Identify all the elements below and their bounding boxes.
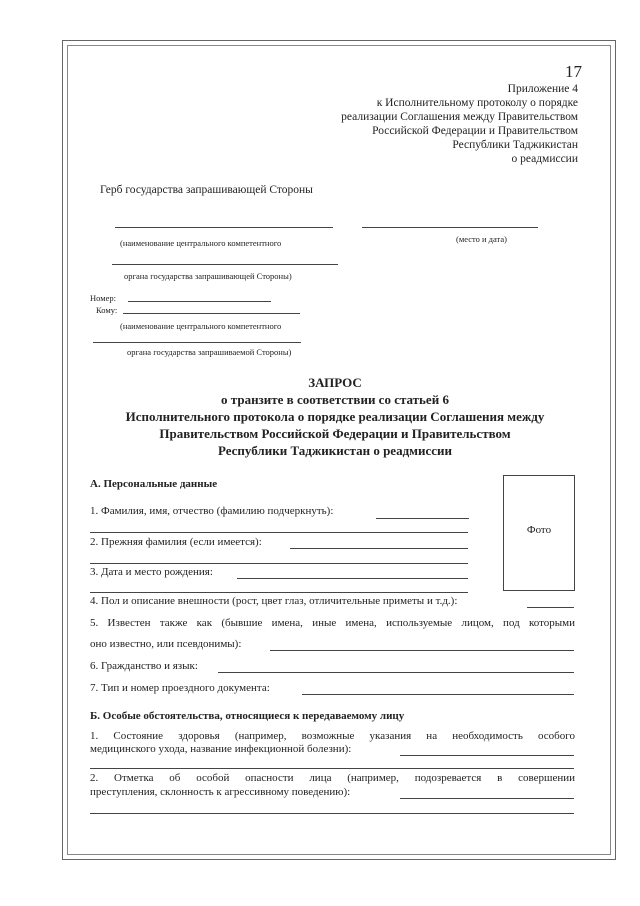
appendix-line: реализации Соглашения между Правительством <box>341 111 578 123</box>
field-health-input-2[interactable] <box>90 768 574 769</box>
field-full-name-label: 1. Фамилия, имя, отчество (фамилию подчеркнуть): <box>90 505 334 517</box>
field-health-input[interactable] <box>400 755 574 756</box>
field-danger-label-1: 2. Отметка об особой опасности лица (например, подозревается в совершении <box>90 772 575 784</box>
requesting-authority-caption: органа государства запрашивающей Стороны) <box>124 271 292 281</box>
field-previous-surname-input-2[interactable] <box>90 563 468 564</box>
photo-label: Фото <box>526 524 552 536</box>
field-birth-label: 3. Дата и место рождения: <box>90 566 213 578</box>
field-danger-input-2[interactable] <box>90 813 574 814</box>
page-number: 17 <box>565 62 582 81</box>
request-title <box>80 374 590 459</box>
field-danger-label-2: преступления, склонность к агрессивному поведению): <box>90 786 351 798</box>
central-authority-caption: (наименование центрального компетентного <box>120 321 282 331</box>
field-travel-document-input[interactable] <box>302 694 574 695</box>
field-citizenship-input[interactable] <box>218 672 574 673</box>
place-date-caption: (место и дата) <box>456 234 507 244</box>
requesting-authority-line[interactable] <box>112 264 338 265</box>
title-line: Исполнительного протокола о порядке реализации Соглашения между <box>125 409 545 424</box>
place-date-line[interactable] <box>362 227 538 228</box>
appendix-line: Приложение 4 <box>507 83 578 95</box>
to-label: Кому: <box>96 305 118 315</box>
field-citizenship-label: 6. Гражданство и язык: <box>90 660 198 672</box>
appendix-line: к Исполнительному протоколу о порядке <box>376 97 578 109</box>
field-previous-surname-label: 2. Прежняя фамилия (если имеется): <box>90 536 262 548</box>
central-authority-line[interactable] <box>115 227 333 228</box>
title-line: Республики Таджикистан о реадмиссии <box>217 443 453 458</box>
field-danger-input[interactable] <box>400 798 574 799</box>
field-health-label-2: медицинского ухода, название инфекционной болезни): <box>90 743 352 755</box>
title-line: Правительством Российской Федерации и Правительством <box>159 426 511 441</box>
field-travel-document-label: 7. Тип и номер проездного документа: <box>90 682 270 694</box>
field-full-name-input[interactable] <box>376 518 469 519</box>
number-line[interactable] <box>128 301 271 302</box>
field-birth-input[interactable] <box>237 578 468 579</box>
title-line: ЗАПРОС <box>308 375 362 390</box>
central-authority-caption: (наименование центрального компетентного <box>120 238 282 248</box>
number-label: Номер: <box>90 293 116 303</box>
field-full-name-input-2[interactable] <box>90 532 468 533</box>
appendix-line: Республики Таджикистан <box>452 139 578 151</box>
field-previous-surname-input[interactable] <box>290 548 468 549</box>
field-aliases-label-2: оно известно, или псевдонимы): <box>90 638 242 650</box>
section-a-heading: А. Персональные данные <box>90 478 218 490</box>
appendix-line: Российской Федерации и Правительством <box>372 125 578 137</box>
field-appearance-input[interactable] <box>527 607 574 608</box>
field-health-label-1: 1. Состояние здоровья (например, возможные указания на необходимость особого <box>90 730 575 742</box>
requested-authority-caption: органа государства запрашиваемой Стороны) <box>127 347 292 357</box>
emblem-label: Герб государства запрашивающей Стороны <box>100 184 313 196</box>
appendix-line: о реадмиссии <box>511 153 578 165</box>
appendix-note <box>278 82 578 166</box>
field-appearance-label: 4. Пол и описание внешности (рост, цвет глаз, отличительные приметы и т.д.): <box>90 595 458 607</box>
field-aliases-label-1: 5. Известен также как (бывшие имена, иные имена, используемые лицом, под которыми <box>90 617 575 629</box>
to-line[interactable] <box>123 313 300 314</box>
field-aliases-input[interactable] <box>270 650 574 651</box>
section-b-heading: Б. Особые обстоятельства, относящиеся к передаваемому лицу <box>90 710 405 722</box>
photo-box[interactable] <box>503 475 575 591</box>
field-birth-input-2[interactable] <box>90 592 468 593</box>
requested-authority-line[interactable] <box>93 342 301 343</box>
title-line: о транзите в соответствии со статьей 6 <box>221 392 449 407</box>
